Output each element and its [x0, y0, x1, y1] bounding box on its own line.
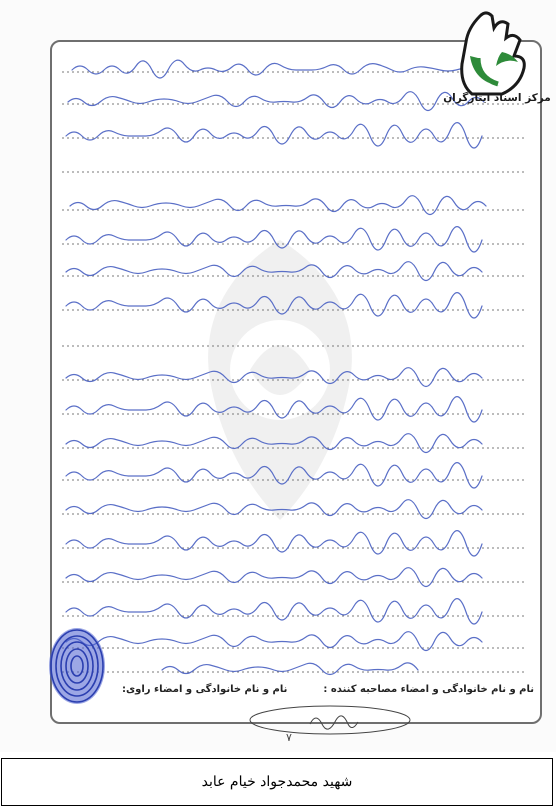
caption-box — [1, 758, 553, 806]
page-number: ۷ — [286, 731, 292, 744]
logo-caption: مرکز اسناد ایثارگران — [443, 92, 551, 104]
martyr-name-caption: شهید محمدجواد خیام عابد — [201, 774, 353, 790]
interviewer-signature-icon — [240, 698, 420, 742]
interviewer-label: نام و نام خانوادگی و امضاء مصاحبه کننده : — [323, 684, 534, 695]
narrator-label: نام و نام خانوادگی و امضاء راوی: — [122, 684, 288, 695]
fingerprint-icon — [44, 622, 110, 708]
handwritten-text — [62, 40, 524, 680]
